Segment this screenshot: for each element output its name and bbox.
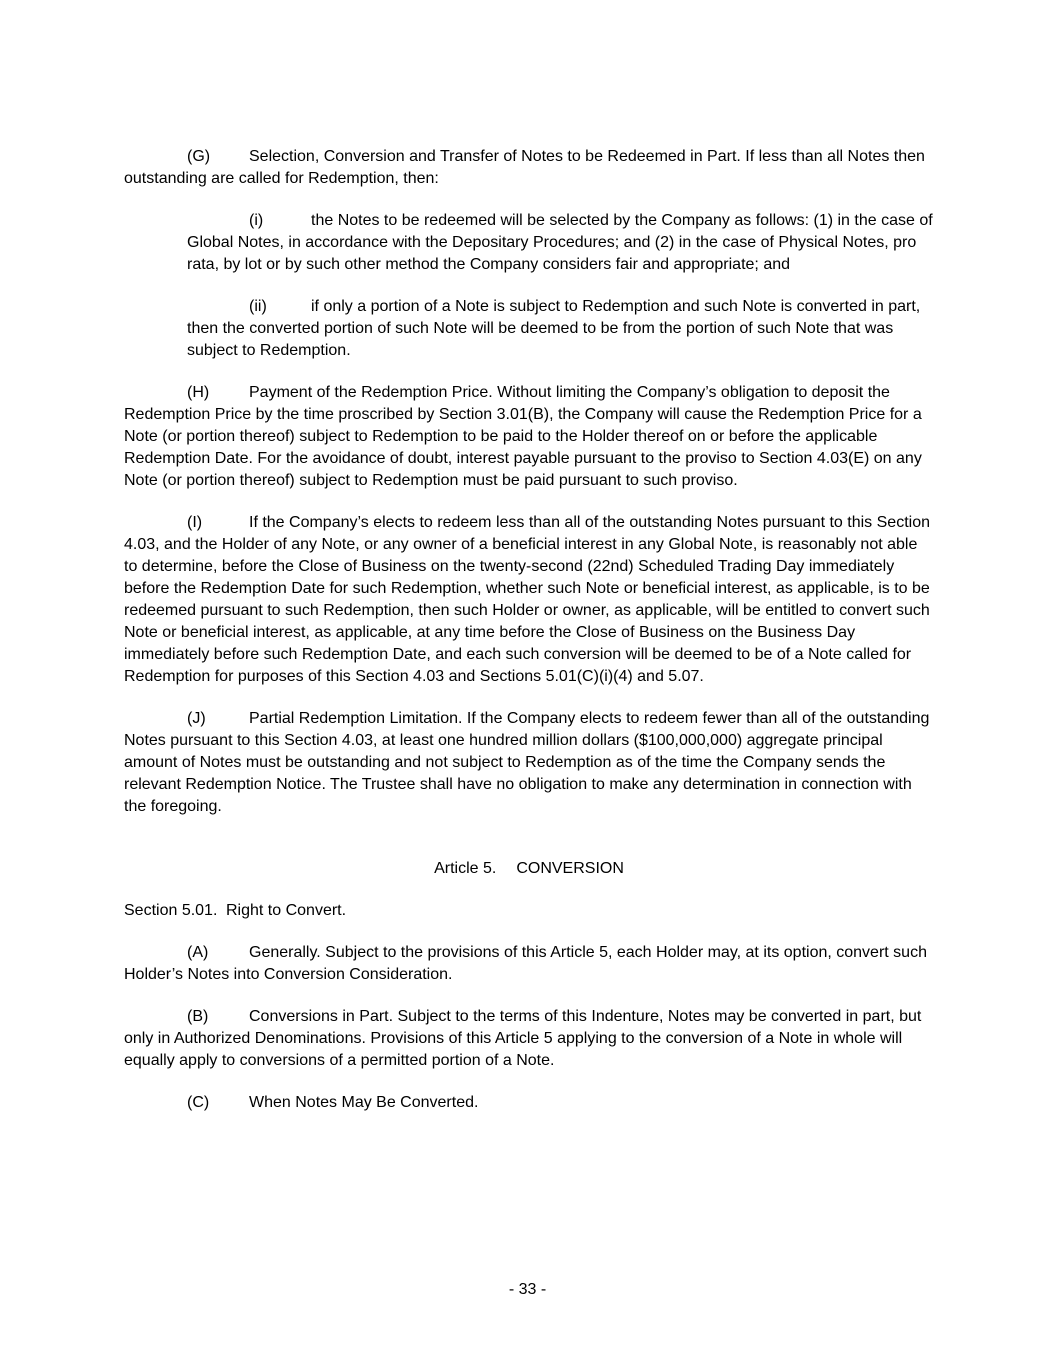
paragraph-label: (I) xyxy=(187,514,203,531)
paragraph-b xyxy=(124,1006,934,1072)
paragraph-text: if only a portion of a Note is subject to Redemption and such Note is converted in part, then the converted portion of such Note will be deemed to be from the portion of such Note that was subject to Redemption. xyxy=(187,298,921,359)
article-label: Article 5. xyxy=(434,860,497,877)
paragraph-text: If the Company’s elects to redeem less than all of the outstanding Notes pursuant to this Section 4.03, and the Holder of any Note, or any owner of a beneficial interest in any Global Note, is reasonably not able to determine, before the Close of Business on the twenty-second (22nd) Scheduled Trading Day immediately before the Redemption Date for such Redemption, whether such Note or beneficial interest, as applicable, is to be redeemed pursuant to such Redemption, then such Holder or owner, as applicable, will be entitled to convert such Note or beneficial interest, as applicable, at any time before the Close of Business on the Business Day immediately before such Redemption Date, and each such conversion will be deemed to be of a Note called for Redemption for purposes of this Section 4.03 and Sections 5.01(C)(i)(4) and 5.07. xyxy=(124,514,930,685)
paragraph-label: (ii) xyxy=(249,298,267,315)
paragraph-h xyxy=(124,382,934,492)
paragraph-text: Partial Redemption Limitation. If the Company elects to redeem fewer than all of the outstanding Notes pursuant to this Section 4.03, at least one hundred million dollars ($100,000,000) aggregate principal amount of Notes must be outstanding and not subject to Redemption as of the time the Company sends the relevant Redemption Notice. The Trustee shall have no obligation to make any determination in connection with the foregoing. xyxy=(124,710,930,815)
section-title: Right to Convert. xyxy=(226,902,347,919)
paragraph-g xyxy=(124,146,934,190)
subparagraph-i xyxy=(187,210,934,276)
paragraph-text: Conversions in Part. Subject to the terms of this Indenture, Notes may be converted in part, but only in Authorized Denominations. Provisions of this Article 5 applying to the conversion of a Note in whole will equally apply to conversions of a permitted portion of a Note. xyxy=(124,1008,922,1069)
paragraph-i xyxy=(124,512,934,688)
paragraph-label: (H) xyxy=(187,384,210,401)
paragraph-label: (B) xyxy=(187,1008,209,1025)
paragraph-c xyxy=(124,1092,934,1114)
paragraph-text: the Notes to be redeemed will be selected by the Company as follows: (1) in the case of Global Notes, in accordance with the Depositary Procedures; and (2) in the case of Physical Notes, pro rata, by lot or by such other method the Company considers fair and appropriate; and xyxy=(187,212,933,273)
paragraph-label: (G) xyxy=(187,148,211,165)
paragraph-label: (C) xyxy=(187,1094,210,1111)
paragraph-a xyxy=(124,942,934,986)
subparagraph-ii xyxy=(187,296,934,362)
section-heading xyxy=(124,900,934,922)
paragraph-text: Generally. Subject to the provisions of this Article 5, each Holder may, at its option, convert such Holder’s Notes into Conversion Consideration. xyxy=(124,944,927,983)
article-heading xyxy=(124,858,934,880)
article-title: CONVERSION xyxy=(516,860,624,877)
paragraph-text: When Notes May Be Converted. xyxy=(249,1094,479,1111)
page-number: - 33 - xyxy=(508,1281,547,1298)
paragraph-label: (A) xyxy=(187,944,209,961)
paragraph-label: (J) xyxy=(187,710,206,727)
paragraph-text: Selection, Conversion and Transfer of Notes to be Redeemed in Part. If less than all Notes then outstanding are called for Redemption, then: xyxy=(124,148,925,187)
paragraph-text: Payment of the Redemption Price. Without limiting the Company’s obligation to deposit the Redemption Price by the time proscribed by Section 3.01(B), the Company will cause the Redemption Price for a Note (or portion thereof) subject to Redemption to be paid to the Holder thereof on or before the applicable Redemption Date. For the avoidance of doubt, interest payable pursuant to the proviso to Section 4.03(E) on any Note (or portion thereof) subject to Redemption must be paid pursuant to such proviso. xyxy=(124,384,922,489)
paragraph-j xyxy=(124,708,934,818)
paragraph-label: (i) xyxy=(249,212,264,229)
section-number: Section 5.01. xyxy=(124,902,218,919)
page-content xyxy=(124,146,934,1114)
